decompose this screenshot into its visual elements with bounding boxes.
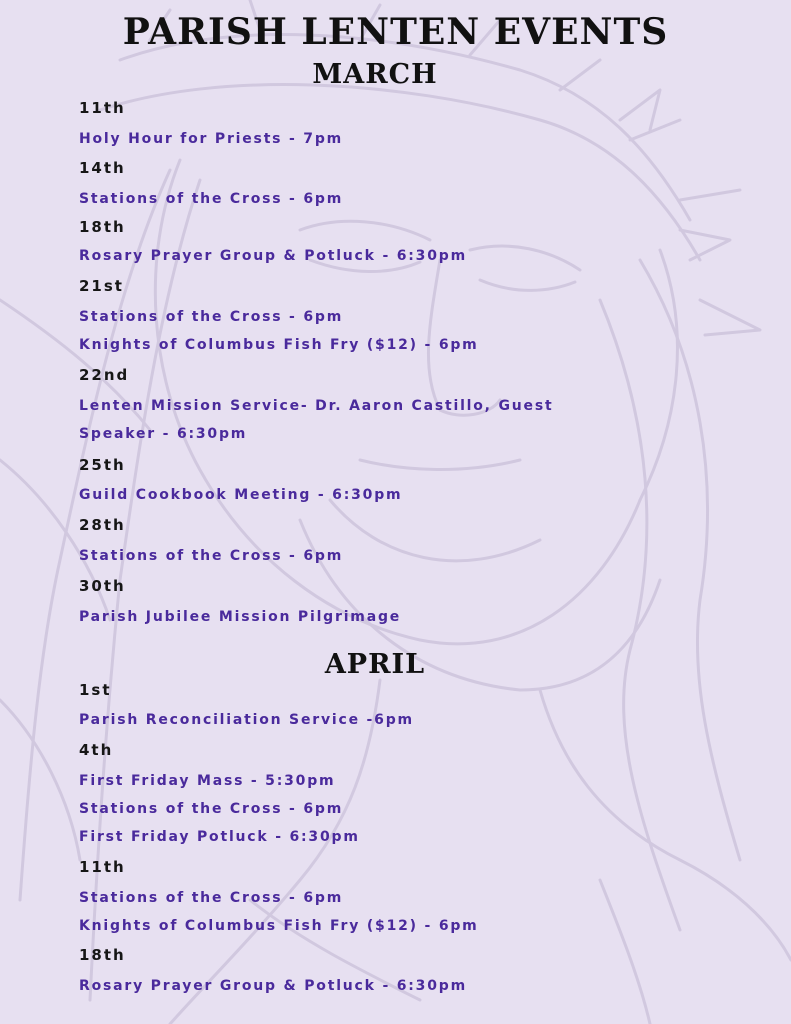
event-item: Holy Hour for Priests - 7pm (79, 131, 344, 147)
date-march-30: 30th (79, 577, 126, 595)
event-item: Parish Reconciliation Service -6pm (79, 712, 414, 728)
event-item: Guild Cookbook Meeting - 6:30pm (79, 487, 403, 503)
page-title: PARISH LENTEN EVENTS (122, 11, 669, 53)
event-item: Rosary Prayer Group & Potluck - 6:30pm (79, 248, 467, 264)
date-april-11: 11th (79, 858, 126, 876)
event-item: Rosary Prayer Group & Potluck - 6:30pm (79, 978, 467, 994)
event-item: Stations of the Cross - 6pm (79, 191, 344, 207)
date-march-22: 22nd (79, 366, 130, 384)
event-item: First Friday Potluck - 6:30pm (79, 829, 360, 845)
event-item: Parish Jubilee Mission Pilgrimage (79, 609, 402, 625)
date-march-28: 28th (79, 516, 126, 534)
date-march-21: 21st (79, 277, 124, 295)
event-item: Speaker - 6:30pm (79, 426, 248, 442)
event-item: Knights of Columbus Fish Fry ($12) - 6pm (79, 918, 479, 934)
month-heading-april: APRIL (324, 649, 426, 680)
event-item: First Friday Mass - 5:30pm (79, 773, 336, 789)
event-item: Stations of the Cross - 6pm (79, 309, 344, 325)
date-march-25: 25th (79, 456, 126, 474)
event-item: Stations of the Cross - 6pm (79, 801, 344, 817)
event-item: Knights of Columbus Fish Fry ($12) - 6pm (79, 337, 479, 353)
event-item: Lenten Mission Service- Dr. Aaron Castillo, Guest (79, 398, 554, 414)
date-april-1: 1st (79, 681, 112, 699)
event-item: Stations of the Cross - 6pm (79, 890, 344, 906)
date-march-14: 14th (79, 159, 126, 177)
month-heading-march: MARCH (312, 59, 438, 90)
date-april-18: 18th (79, 946, 126, 964)
event-item: Stations of the Cross - 6pm (79, 548, 344, 564)
date-march-18: 18th (79, 218, 126, 236)
date-april-4: 4th (79, 741, 114, 759)
date-march-11: 11th (79, 99, 126, 117)
